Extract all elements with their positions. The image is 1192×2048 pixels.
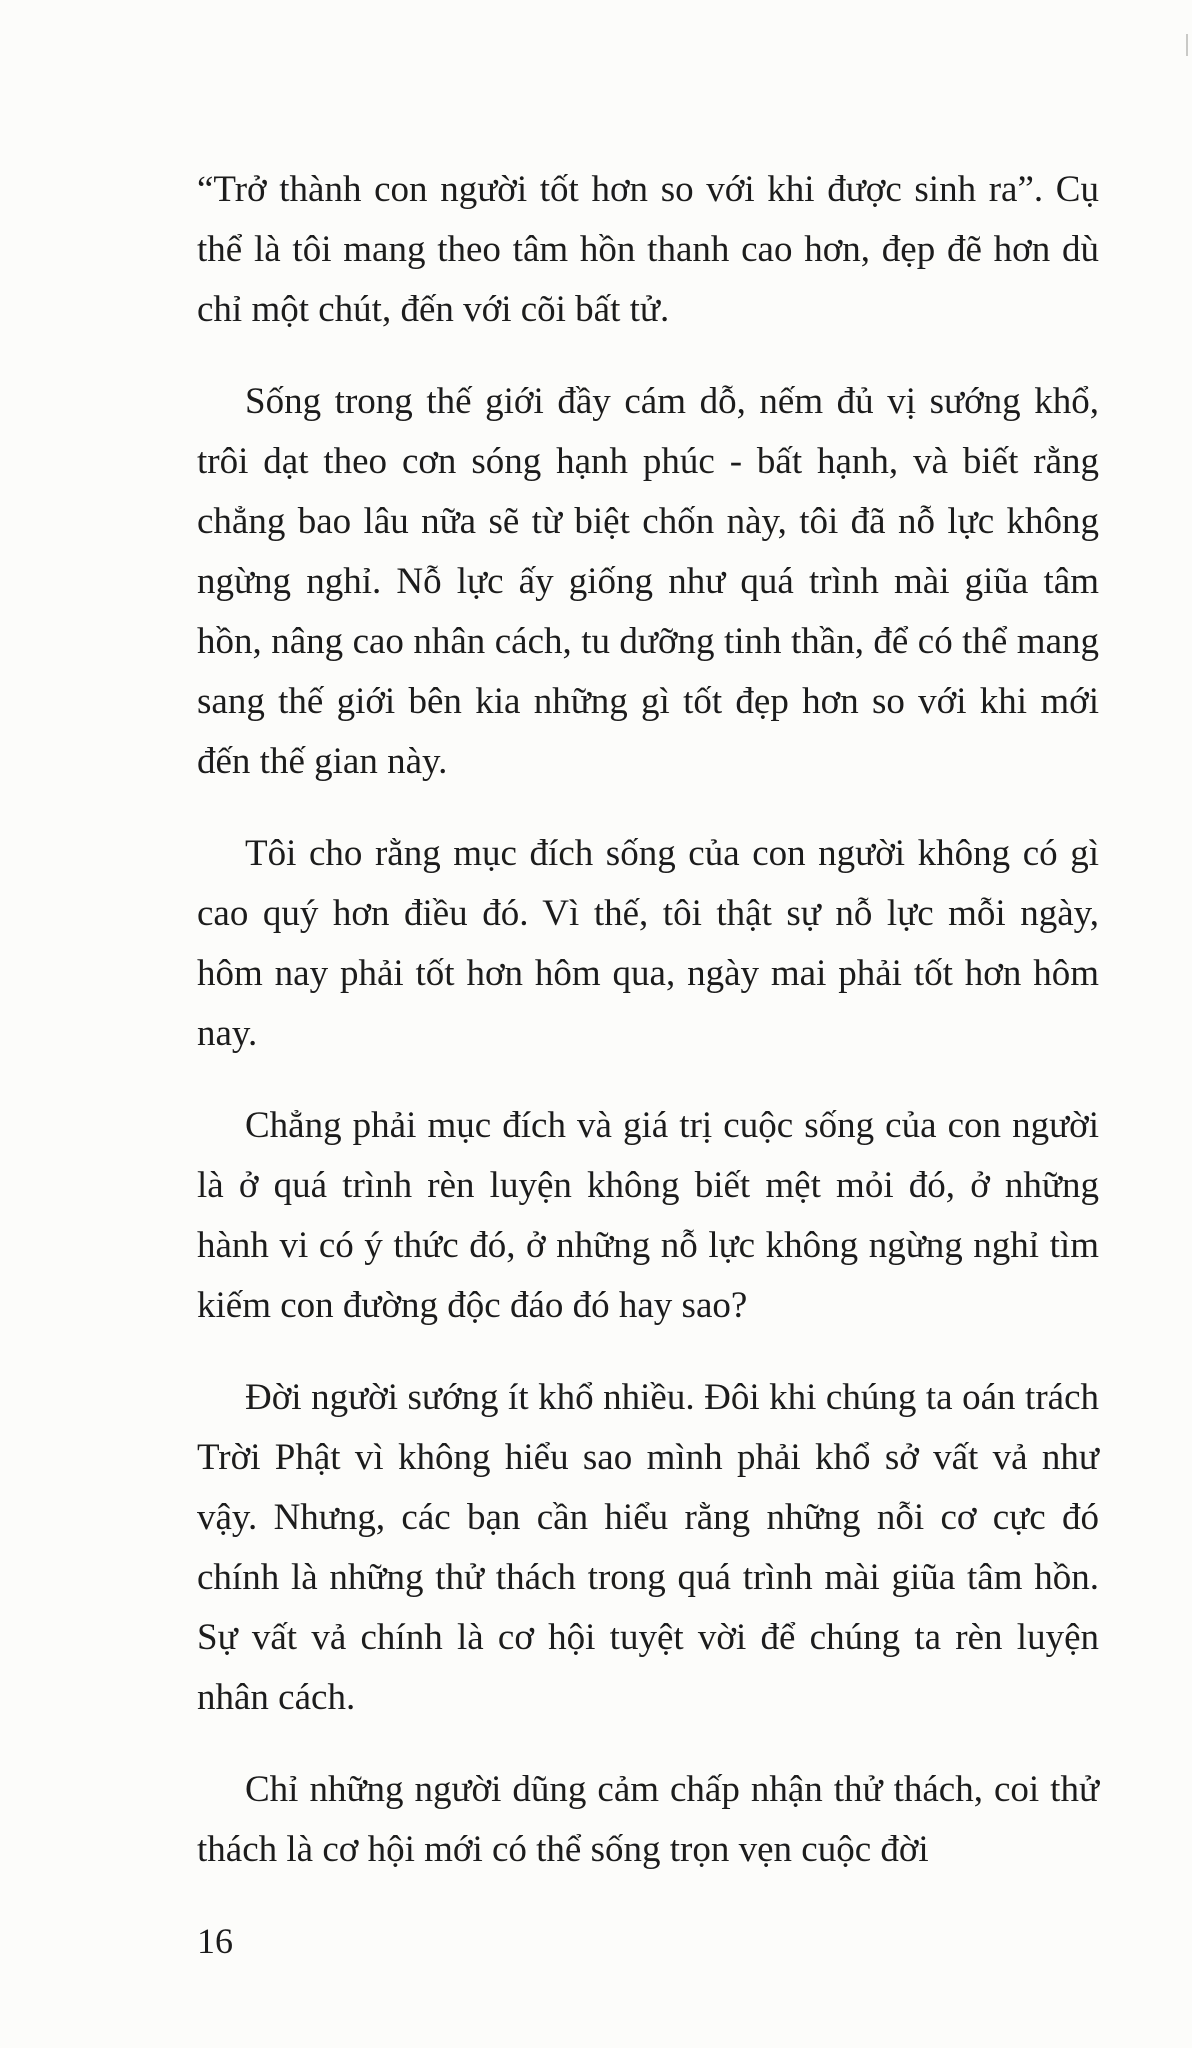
page-edge-mark: [1186, 34, 1188, 56]
paragraph-6: Chỉ những người dũng cảm chấp nhận thử thách, coi thử thách là cơ hội mới có thể sống trọn vẹn cuộc đời: [197, 1769, 1099, 1870]
page-number: 16: [197, 1921, 233, 1961]
paragraph-4: Chẳng phải mục đích và giá trị cuộc sống của con người là ở quá trình rèn luyện không biết mệt mỏi đó, ở những hành vi có ý thức đó, ở những nỗ lực không ngừng nghỉ tìm kiếm con đường độc đáo đó hay sao?: [197, 1105, 1099, 1326]
body-text: [197, 160, 1099, 1912]
paragraph-1: “Trở thành con người tốt hơn so với khi được sinh ra”. Cụ thể là tôi mang theo tâm hồn thanh cao hơn, đẹp đẽ hơn dù chỉ một chút, đến với cõi bất tử.: [197, 169, 1099, 330]
paragraph-3: Tôi cho rằng mục đích sống của con người không có gì cao quý hơn điều đó. Vì thế, tôi thật sự nỗ lực mỗi ngày, hôm nay phải tốt hơn hôm qua, ngày mai phải tốt hơn hôm nay.: [197, 833, 1099, 1054]
paragraph-5: Đời người sướng ít khổ nhiều. Đôi khi chúng ta oán trách Trời Phật vì không hiểu sao mình phải khổ sở vất vả như vậy. Nhưng, các bạn cần hiểu rằng những nỗi cơ cực đó chính là những thử thách trong quá trình mài giũa tâm hồn. Sự vất vả chính là cơ hội tuyệt vời để chúng ta rèn luyện nhân cách.: [197, 1377, 1099, 1718]
paragraph-2: Sống trong thế giới đầy cám dỗ, nếm đủ vị sướng khổ, trôi dạt theo cơn sóng hạnh phúc - bất hạnh, và biết rằng chẳng bao lâu nữa sẽ từ biệt chốn này, tôi đã nỗ lực không ngừng nghỉ. Nỗ lực ấy giống như quá trình mài giũa tâm hồn, nâng cao nhân cách, tu dưỡng tinh thần, để có thể mang sang thế giới bên kia những gì tốt đẹp hơn so với khi mới đến thế gian này.: [197, 381, 1099, 782]
